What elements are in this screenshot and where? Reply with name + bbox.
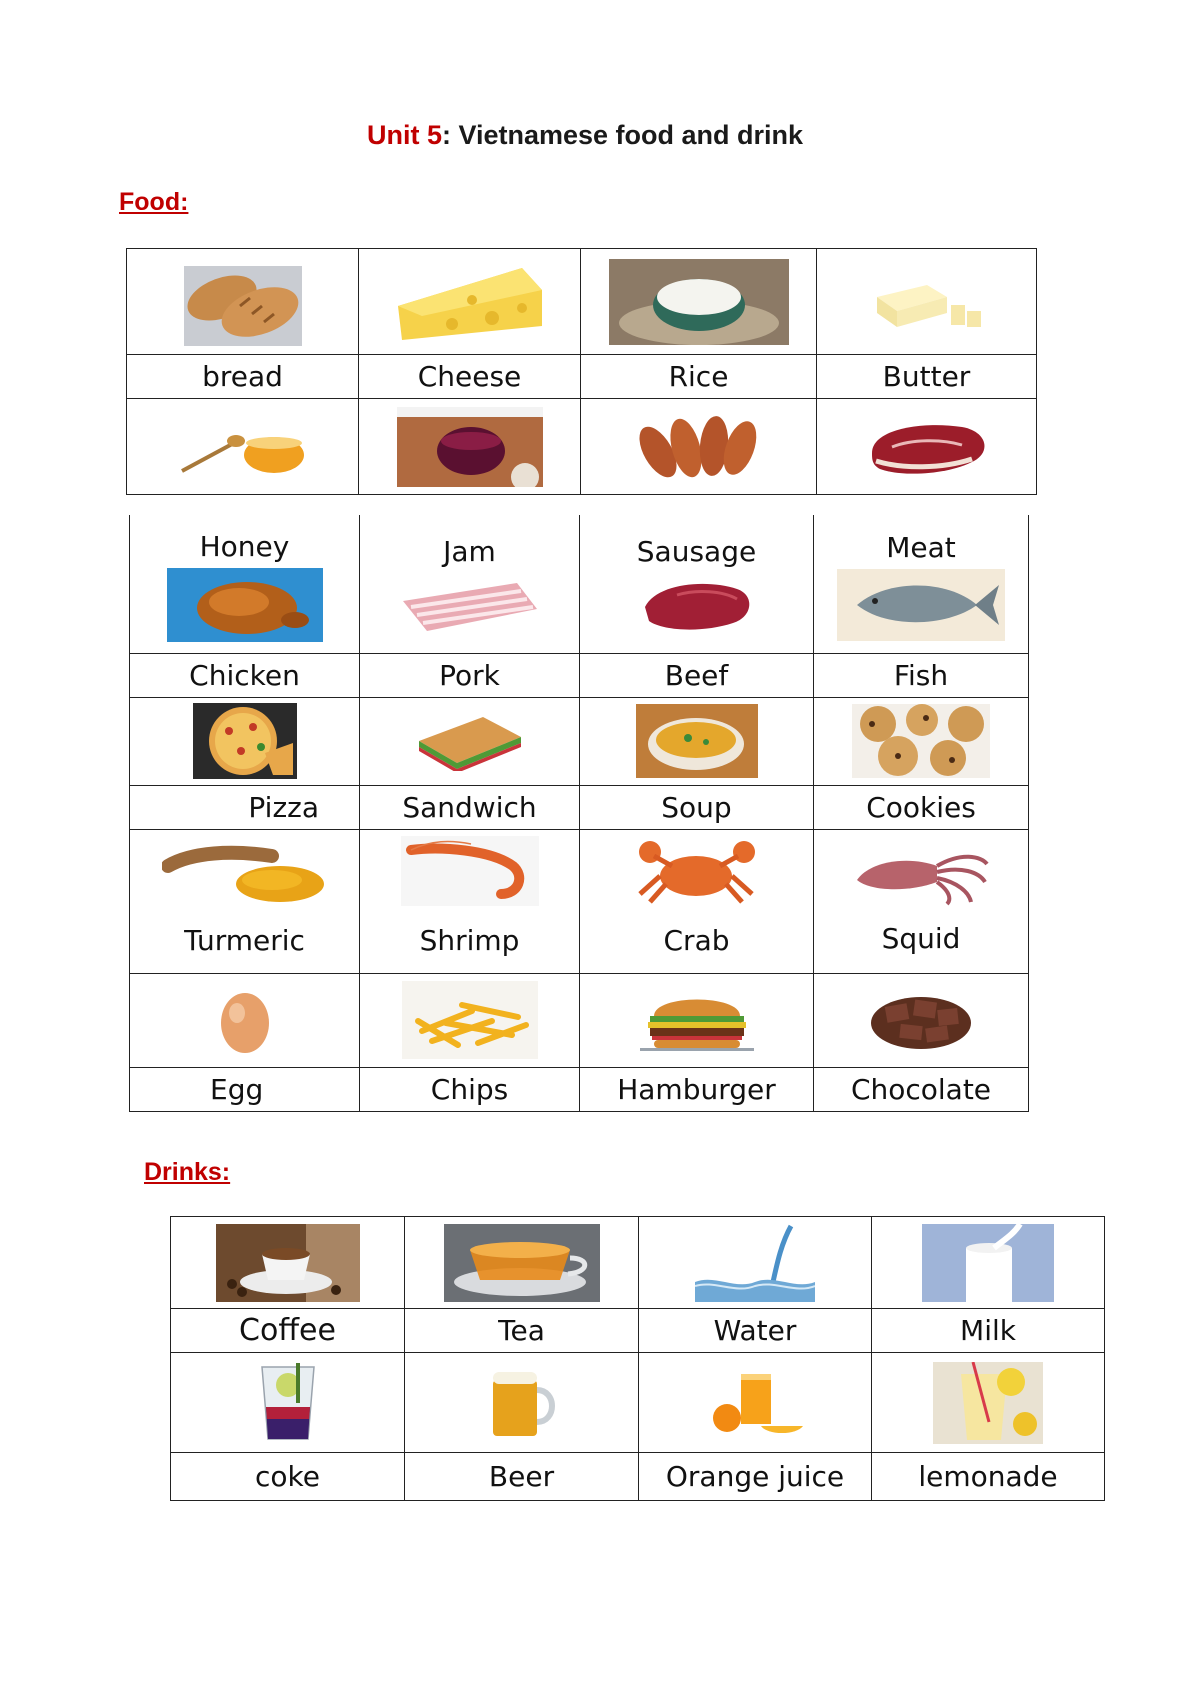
food-label-meat: Meat: [886, 530, 956, 564]
food-label-hamburger: Hamburger: [580, 1067, 814, 1111]
drink-label-orange-juice: Orange juice: [639, 1453, 872, 1501]
tea-image: [405, 1217, 639, 1309]
drink-label-beer: Beer: [405, 1453, 639, 1501]
squid-cell: [814, 829, 1029, 973]
jam-image: [359, 399, 581, 495]
chocolate-image: [814, 973, 1029, 1067]
chips-image: [360, 973, 580, 1067]
food-label-chips: Chips: [360, 1067, 580, 1111]
bread-image: [127, 249, 359, 355]
soup-image: [580, 697, 814, 785]
drink-label-coke: coke: [171, 1453, 405, 1501]
unit-number: Unit 5: [366, 120, 442, 150]
crab-image: [632, 838, 762, 904]
drinks-heading: Drinks:: [144, 1158, 231, 1186]
coke-image: [171, 1353, 405, 1453]
water-image: [639, 1217, 872, 1309]
rice-image: [581, 249, 817, 355]
shrimp-image: [401, 836, 539, 906]
food-table-1: [126, 248, 1037, 495]
turmeric-cell: [130, 829, 360, 973]
drink-label-lemonade: lemonade: [872, 1453, 1105, 1501]
food-label-bread: bread: [127, 355, 359, 399]
egg-image: [130, 973, 360, 1067]
squid-image: [851, 836, 991, 906]
food-label-sandwich: Sandwich: [360, 785, 580, 829]
drink-label-coffee: Coffee: [171, 1309, 405, 1353]
page-title: [0, 120, 1170, 151]
food-label-chocolate: Chocolate: [814, 1067, 1029, 1111]
food-label-butter: Butter: [817, 355, 1037, 399]
food-label-shrimp: Shrimp: [419, 923, 520, 957]
food-label-pizza: Pizza: [130, 785, 360, 829]
drinks-table: [170, 1216, 1105, 1501]
honey-image: [127, 399, 359, 495]
drink-label-milk: Milk: [872, 1309, 1105, 1353]
food-label-jam: Jam: [443, 534, 496, 568]
food-label-honey: Honey: [199, 529, 290, 563]
shrimp-cell: [360, 829, 580, 973]
unit-title: : Vietnamese food and drink: [441, 120, 804, 150]
sausage-cell: [580, 515, 814, 653]
chicken-image: [167, 568, 323, 642]
food-label-chicken: Chicken: [130, 653, 360, 697]
drink-label-tea: Tea: [405, 1309, 639, 1353]
cookies-image: [814, 697, 1029, 785]
food-label-rice: Rice: [581, 355, 817, 399]
food-label-cheese: Cheese: [359, 355, 581, 399]
butter-image: [817, 249, 1037, 355]
beer-image: [405, 1353, 639, 1453]
food-label-egg: Egg: [130, 1067, 360, 1111]
food-label-soup: Soup: [580, 785, 814, 829]
jam-cell: [360, 515, 580, 653]
beef-image: [637, 573, 757, 637]
crab-cell: [580, 829, 814, 973]
pork-image: [397, 573, 543, 637]
sausage-image: [581, 399, 817, 495]
food-label-turmeric: Turmeric: [184, 923, 305, 957]
hamburger-image: [580, 973, 814, 1067]
food-label-beef: Beef: [580, 653, 814, 697]
milk-image: [872, 1217, 1105, 1309]
food-label-pork: Pork: [360, 653, 580, 697]
sandwich-image: [360, 697, 580, 785]
coffee-image: [171, 1217, 405, 1309]
food-label-crab: Crab: [663, 923, 730, 957]
cheese-image: [359, 249, 581, 355]
food-heading: Food:: [119, 188, 189, 216]
drink-label-water: Water: [639, 1309, 872, 1353]
food-table-2: [129, 515, 1029, 1112]
fish-image: [837, 569, 1005, 641]
food-label-squid: Squid: [881, 921, 961, 955]
food-label-cookies: Cookies: [814, 785, 1029, 829]
honey-cell: [130, 515, 360, 653]
lemonade-image: [872, 1353, 1105, 1453]
pizza-image: [130, 697, 360, 785]
food-label-sausage: Sausage: [636, 534, 757, 568]
orange-juice-image: [639, 1353, 872, 1453]
food-label-fish: Fish: [814, 653, 1029, 697]
turmeric-image: [162, 836, 328, 908]
meat-image: [817, 399, 1037, 495]
meat-cell: [814, 515, 1029, 653]
